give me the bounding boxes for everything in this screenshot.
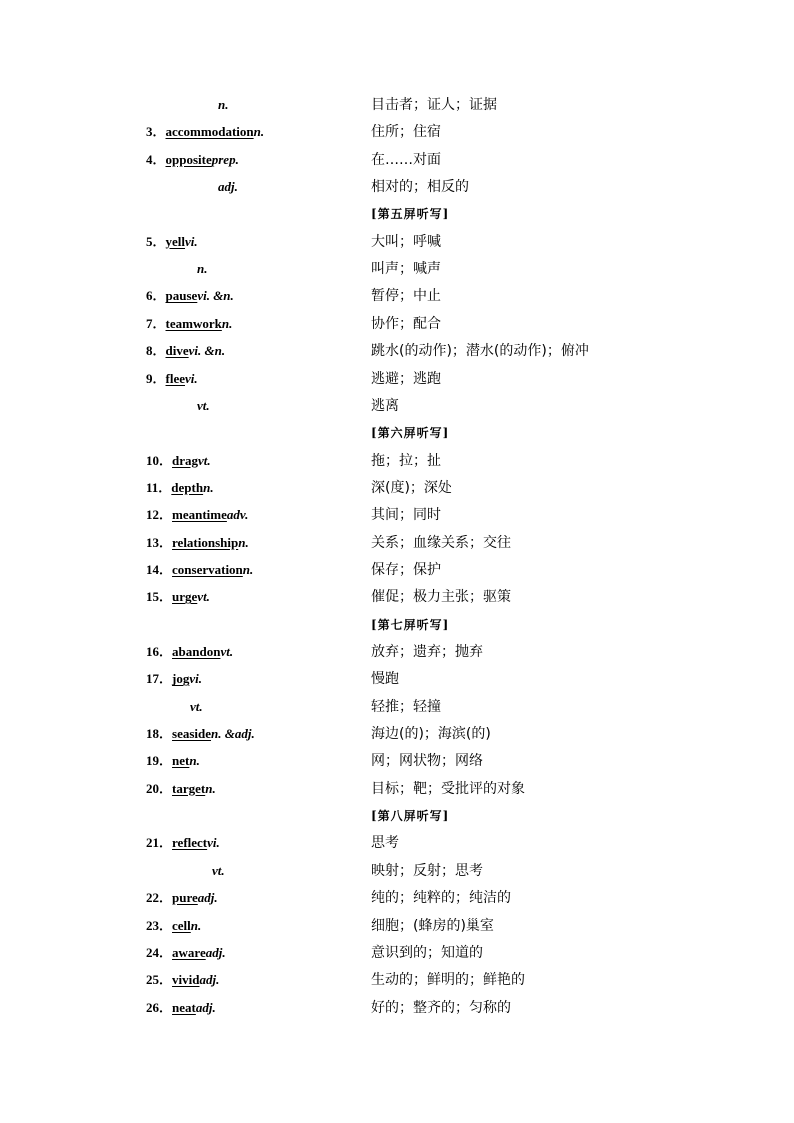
entry-number: 19． — [146, 753, 173, 769]
entry-number: 26． — [146, 999, 173, 1015]
vocab-entry — [0, 451, 794, 475]
entry-meaning: 细胞；(蜂房的)巢室 — [371, 917, 494, 934]
entry-part-of-speech: n. — [218, 97, 229, 112]
entry-english — [197, 259, 207, 279]
entry-meaning: 放弃；遗弃；抛弃 — [371, 644, 483, 660]
entry-part-of-speech: vt. — [220, 644, 234, 659]
entry-english — [146, 943, 226, 963]
section-heading-row — [0, 423, 794, 447]
entry-english — [218, 95, 228, 115]
entry-number: 7． — [146, 315, 166, 331]
vocab-entry — [0, 916, 794, 940]
entry-english — [197, 396, 210, 416]
entry-word: relationship — [172, 534, 239, 550]
entry-meaning: 协作；配合 — [371, 315, 441, 332]
entry-meaning: 暂停；中止 — [371, 288, 441, 305]
entry-meaning: 轻推；轻撞 — [371, 698, 441, 715]
entry-english — [146, 505, 248, 525]
entry-part-of-speech: vi. — [185, 233, 198, 249]
entry-english — [146, 970, 219, 990]
entry-part-of-speech: n. &adj. — [211, 726, 255, 742]
vocab-entry — [0, 669, 794, 693]
entry-english — [146, 478, 214, 498]
entry-word: vivid — [172, 972, 200, 988]
vocab-entry — [0, 970, 794, 994]
vocab-entry — [0, 314, 794, 338]
entry-meaning: 相对的；相反的 — [371, 179, 469, 196]
entry-number: 9． — [146, 370, 166, 386]
entry-english — [146, 916, 201, 936]
entry-meaning: 海边(的)；海滨(的) — [371, 726, 491, 743]
vocab-entry — [0, 833, 794, 857]
entry-meaning: 目击者；证人；证据 — [371, 97, 497, 113]
vocab-entry — [0, 150, 794, 174]
entry-word: jog — [172, 671, 190, 687]
entry-word: drag — [172, 452, 199, 468]
entry-meaning: 逃离 — [371, 397, 399, 414]
entry-meaning: 慢跑 — [371, 671, 399, 688]
entry-meaning: 跳水(的动作)；潜水(的动作)；俯冲 — [371, 343, 589, 360]
entry-part-of-speech: vi. — [185, 370, 198, 386]
entry-word: net — [172, 753, 190, 769]
entry-part-of-speech: vi. — [189, 671, 202, 687]
vocab-entry — [0, 533, 794, 557]
entry-part-of-speech: adv. — [226, 507, 249, 523]
entry-number: 14． — [146, 561, 173, 577]
vocab-entry — [0, 779, 794, 803]
entry-number: 17． — [146, 671, 173, 687]
entry-english — [146, 122, 264, 142]
entry-word: target — [172, 780, 206, 796]
entry-english — [146, 232, 198, 252]
entry-english — [146, 451, 211, 471]
entry-meaning: 思考 — [371, 835, 399, 852]
entry-word: seaside — [172, 726, 212, 742]
entry-word: aware — [172, 944, 206, 960]
entry-english — [146, 724, 255, 744]
entry-meaning: 大叫；呼喊 — [371, 233, 441, 250]
entry-part-of-speech: vt. — [197, 397, 210, 413]
entry-word: teamwork — [165, 315, 222, 331]
section-heading-row — [0, 615, 794, 639]
entry-part-of-speech: adj. — [205, 944, 226, 960]
entry-number: 3． — [146, 124, 166, 140]
entry-part-of-speech: prep. — [211, 151, 239, 167]
entry-word: dive — [165, 343, 189, 359]
entry-english — [146, 533, 249, 553]
entry-part-of-speech: n. — [253, 124, 265, 140]
entry-meaning: 保存；保护 — [371, 561, 441, 578]
entry-number: 13． — [146, 534, 173, 550]
entry-meaning: 在……对面 — [371, 151, 441, 168]
vocab-entry — [0, 560, 794, 584]
entry-english — [146, 150, 239, 170]
entry-english — [190, 697, 203, 717]
entry-number: 23． — [146, 917, 173, 933]
entry-part-of-speech: adj. — [197, 890, 218, 906]
vocab-entry — [0, 888, 794, 912]
vocab-entry — [0, 396, 794, 420]
entry-english — [146, 669, 202, 689]
entry-english — [146, 888, 218, 908]
entry-english — [146, 587, 210, 607]
entry-part-of-speech: vt. — [212, 862, 225, 878]
entry-word: cell — [172, 917, 191, 933]
entry-word: pause — [165, 288, 198, 304]
entry-english — [146, 833, 220, 853]
entry-word: abandon — [172, 644, 221, 659]
vocab-entry — [0, 286, 794, 310]
entry-word: flee — [165, 370, 185, 386]
entry-part-of-speech: n. — [205, 780, 216, 796]
entry-number: 16． — [146, 644, 173, 659]
section-heading-row — [0, 806, 794, 830]
entry-english — [146, 286, 234, 306]
entry-part-of-speech: vi. &n. — [188, 343, 226, 359]
entry-part-of-speech: vt. — [198, 452, 211, 468]
entry-english — [146, 314, 232, 334]
entry-meaning: 关系；血缘关系；交往 — [371, 534, 511, 551]
entry-number: 22． — [146, 890, 173, 906]
vocab-entry — [0, 259, 794, 283]
vocab-entry — [0, 95, 794, 119]
entry-word: accommodation — [165, 124, 254, 140]
entry-number: 25． — [146, 972, 173, 988]
entry-meaning: 意识到的；知道的 — [371, 944, 483, 961]
entry-meaning: 住所；住宿 — [371, 124, 441, 141]
vocab-entry — [0, 177, 794, 201]
vocab-entry — [0, 587, 794, 611]
entry-number: 21． — [146, 835, 173, 851]
entry-number: 10． — [146, 452, 173, 468]
vocab-entry — [0, 505, 794, 529]
entry-word: depth — [171, 479, 204, 495]
vocab-entry — [0, 122, 794, 146]
entry-meaning: 网；网状物；网络 — [371, 753, 483, 770]
entry-meaning: 生动的；鲜明的；鲜艳的 — [371, 972, 525, 989]
section-heading: [第七屏听写] — [371, 617, 450, 632]
entry-word: yell — [165, 233, 186, 249]
entry-word: reflect — [172, 835, 208, 851]
entry-word: pure — [172, 890, 198, 906]
entry-number: 24． — [146, 944, 173, 960]
vocab-entry — [0, 478, 794, 502]
entry-english — [146, 642, 233, 662]
vocab-entry — [0, 697, 794, 721]
vocab-entry — [0, 751, 794, 775]
entry-part-of-speech: n. — [190, 917, 202, 933]
entry-part-of-speech: vi. &n. — [197, 288, 234, 304]
entry-part-of-speech: vt. — [197, 589, 210, 605]
vocab-entry — [0, 341, 794, 365]
entry-part-of-speech: n. — [189, 753, 200, 769]
section-heading: [第六屏听写] — [371, 426, 450, 441]
vocab-entry — [0, 943, 794, 967]
section-heading-row — [0, 204, 794, 228]
entry-word: meantime — [172, 507, 227, 523]
entry-part-of-speech: n. — [238, 534, 249, 550]
entry-english — [218, 177, 238, 197]
entry-part-of-speech: n. — [203, 479, 214, 495]
entry-meaning: 催促；极力主张；驱策 — [371, 589, 511, 606]
entry-meaning: 叫声；喊声 — [371, 261, 441, 278]
entry-english — [146, 751, 200, 771]
entry-number: 18． — [146, 726, 173, 742]
entry-meaning: 映射；反射；思考 — [371, 862, 483, 879]
entry-part-of-speech: vt. — [190, 698, 203, 714]
vocab-entry — [0, 998, 794, 1022]
section-heading: [第五屏听写] — [371, 207, 450, 222]
entry-number: 6． — [146, 288, 166, 304]
entry-meaning: 深(度)；深处 — [371, 479, 452, 496]
entry-meaning: 目标；靶；受批评的对象 — [371, 780, 525, 797]
entry-part-of-speech: adj. — [218, 179, 238, 195]
entry-word: conservation — [172, 561, 243, 577]
entry-english — [146, 341, 225, 361]
entry-english — [146, 998, 216, 1018]
entry-meaning: 其间；同时 — [371, 507, 441, 524]
vocab-entry — [0, 232, 794, 256]
section-heading: [第八屏听写] — [371, 809, 450, 824]
entry-meaning: 拖；拉；扯 — [371, 452, 441, 469]
entry-word: neat — [172, 999, 196, 1015]
entry-english — [146, 369, 198, 389]
entry-number: 15． — [146, 589, 173, 605]
entry-part-of-speech: n. — [197, 261, 208, 277]
entry-meaning: 好的；整齐的；匀称的 — [371, 999, 511, 1016]
entry-part-of-speech: vi. — [207, 835, 220, 851]
entry-english — [212, 861, 225, 881]
vocab-entry — [0, 724, 794, 748]
entry-english — [146, 560, 253, 580]
entry-part-of-speech: n. — [221, 315, 233, 331]
entry-number: 5． — [146, 233, 166, 249]
vocab-entry — [0, 642, 794, 666]
entry-part-of-speech: n. — [242, 561, 254, 577]
entry-number: 12． — [146, 507, 173, 523]
vocab-entry — [0, 369, 794, 393]
entry-number: 8． — [146, 343, 166, 359]
entry-part-of-speech: adj. — [195, 999, 216, 1015]
entry-meaning: 纯的；纯粹的；纯洁的 — [371, 890, 511, 907]
entry-meaning: 逃避；逃跑 — [371, 370, 441, 387]
entry-english — [146, 779, 216, 799]
entry-word: urge — [172, 589, 198, 605]
entry-number: 20． — [146, 780, 173, 796]
entry-number: 11． — [146, 479, 172, 495]
entry-word: opposite — [165, 151, 212, 167]
vocab-entry — [0, 861, 794, 885]
entry-part-of-speech: adj. — [199, 972, 220, 988]
entry-number: 4． — [146, 151, 166, 167]
